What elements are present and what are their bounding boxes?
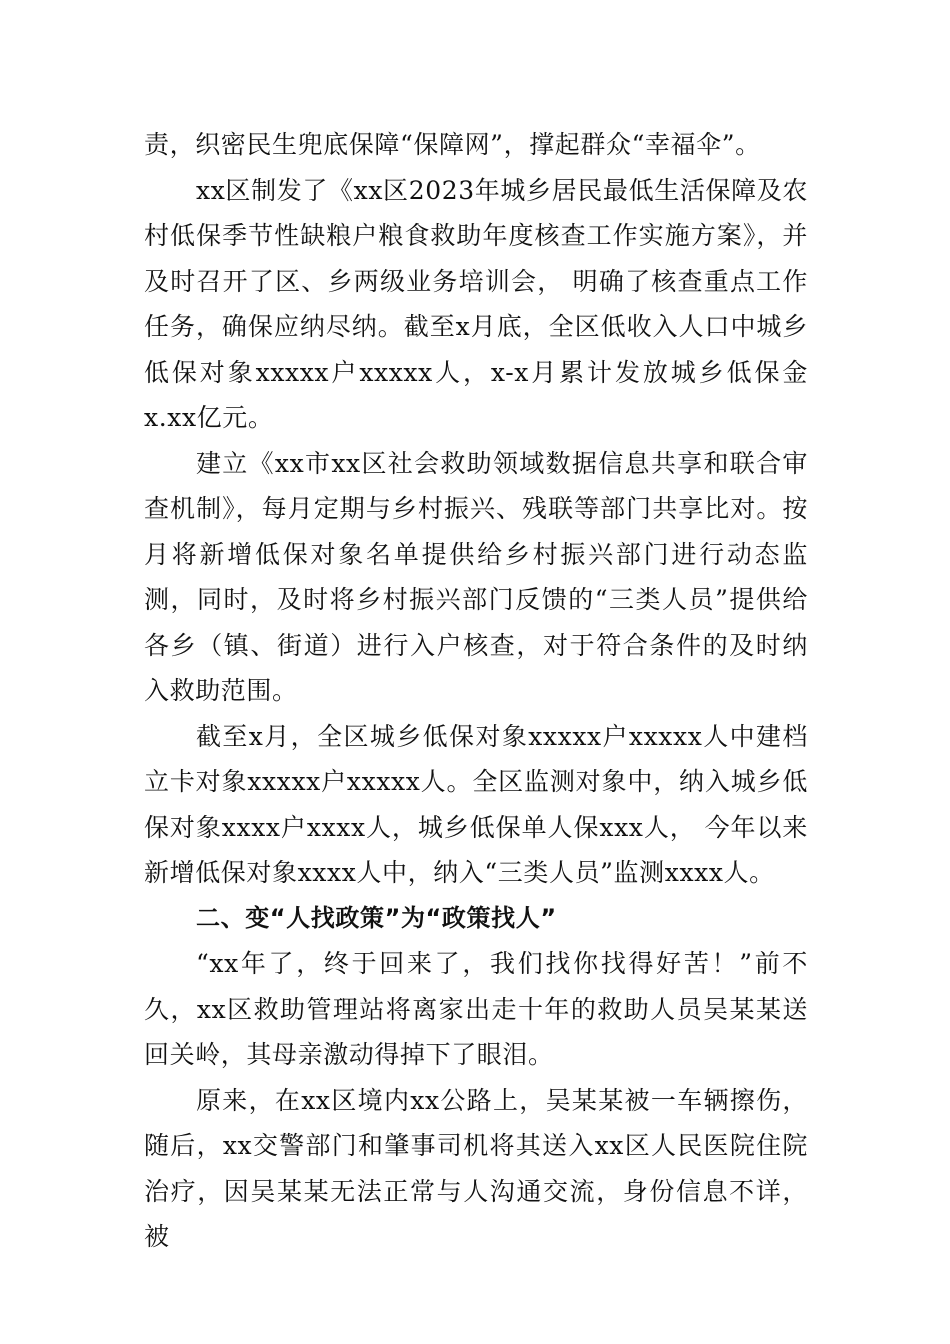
paragraph-story: 原来，在xx区境内xx公路上，吴某某被一车辆擦伤，随后，xx交警部门和肇事司机将其送入xx区人民医院住院治疗，因吴某某无法正常与人沟通交流，身份信息不详，被 [144,1085,808,1251]
paragraph-statistics: 截至x月，全区城乡低保对象xxxxx户xxxxx人中建档立卡对象xxxxx户xxxxx人。全区监测对象中，纳入城乡低保对象xxxx户xxxx人，城乡低保单人保xxx人， 今年以来新增低保对象xxxx人中，纳入“三类人员”监测xxxx人。 [144,721,808,887]
section-heading: 二、变“人找政策”为“政策找人” [196,903,557,932]
paragraph-quote: “xx年了，终于回来了，我们找你找得好苦！”前不久，xx区救助管理站将离家出走十年的救助人员吴某某送回关岭，其母亲激动得掉下了眼泪。 [144,949,808,1069]
paragraph-data-sharing-mechanism: 建立《xx市xx区社会救助领域数据信息共享和联合审查机制》，每月定期与乡村振兴、残联等部门共享比对。按月将新增低保对象名单提供给乡村振兴部门进行动态监测，同时，及时将乡村振兴部门反馈的“三类人员”提供给各乡（镇、街道）进行入户核查，对于符合条件的及时纳入救助范围。 [144,448,808,705]
paragraph-implementation-plan: xx区制发了《xx区2023年城乡居民最低生活保障及农村低保季节性缺粮户粮食救助年度核查工作实施方案》，并及时召开了区、乡两级业务培训会， 明确了核查重点工作任务，确保应纳尽纳。截至x月底，全区低收入人口中城乡低保对象xxxxx户xxxxx人，x-x月累计发放城乡低保金x.xx亿元。 [144,175,808,432]
paragraph-continuation: 责，织密民生兜底保障“保障网”，撑起群众“幸福伞”。 [144,130,761,159]
document-body [144,122,808,1260]
